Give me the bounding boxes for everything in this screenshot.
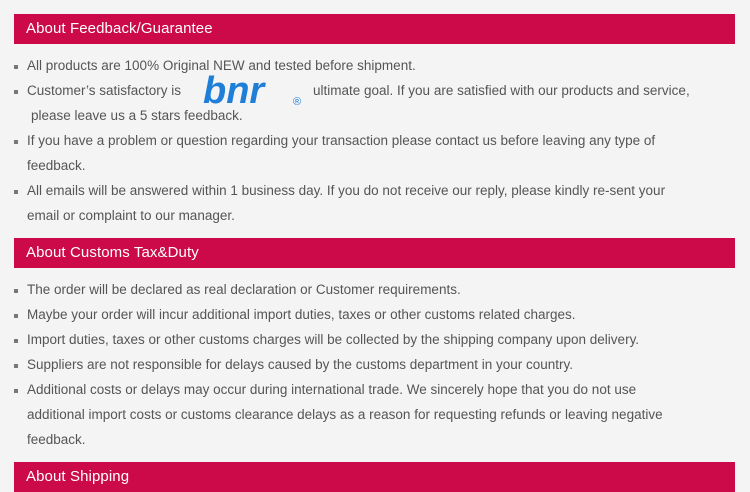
bullet-icon [14,314,18,318]
list-item: If you have a problem or question regarding your transaction please contact us before leaving any type of [27,133,656,148]
list-item: Maybe your order will incur additional import duties, taxes or other customs related charges. [27,307,576,322]
bullet-icon [14,190,18,194]
list-item-continued: feedback. [27,158,86,173]
list-item: All products are 100% Original NEW and tested before shipment. [27,58,416,73]
bullet-icon [14,339,18,343]
list-item-continued: additional import costs or customs clearance delays as a reason for requesting refunds or leaving negative [27,407,663,422]
list-item-continued: email or complaint to our manager. [27,208,235,223]
bullet-icon [14,289,18,293]
section-header-feedback [14,14,735,44]
list-item: Import duties, taxes or other customs charges will be collected by the shipping company upon delivery. [27,332,640,347]
section-header-customs [14,238,735,268]
section-title: About Shipping [26,468,130,485]
list-item: Customer’s satisfactory is [27,83,182,98]
list-item-continued: feedback. [27,432,86,447]
bullet-icon [14,389,18,393]
section-header-shipping [14,462,735,492]
bullet-icon [14,65,18,69]
list-item-continued: ultimate goal. If you are satisfied with our products and service, [313,83,690,98]
section-title: About Feedback/Guarantee [26,20,213,37]
list-item: The order will be declared as real declaration or Customer requirements. [27,282,461,297]
bullet-icon [14,140,18,144]
list-item-continued: please leave us a 5 stars feedback. [31,108,243,123]
bullet-icon [14,364,18,368]
registered-mark: ® [293,96,302,108]
list-item: All emails will be answered within 1 business day. If you do not receive our reply, please kindly re-sent your [27,183,666,198]
list-item: Suppliers are not responsible for delays caused by the customs department in your country. [27,357,574,372]
bullet-icon [14,90,18,94]
list-item: Additional costs or delays may occur during international trade. We sincerely hope that you do not use [27,382,637,397]
logo-wordmark: bnr [203,75,265,109]
bnr-logo [203,75,307,109]
section-title: About Customs Tax&Duty [26,244,199,261]
